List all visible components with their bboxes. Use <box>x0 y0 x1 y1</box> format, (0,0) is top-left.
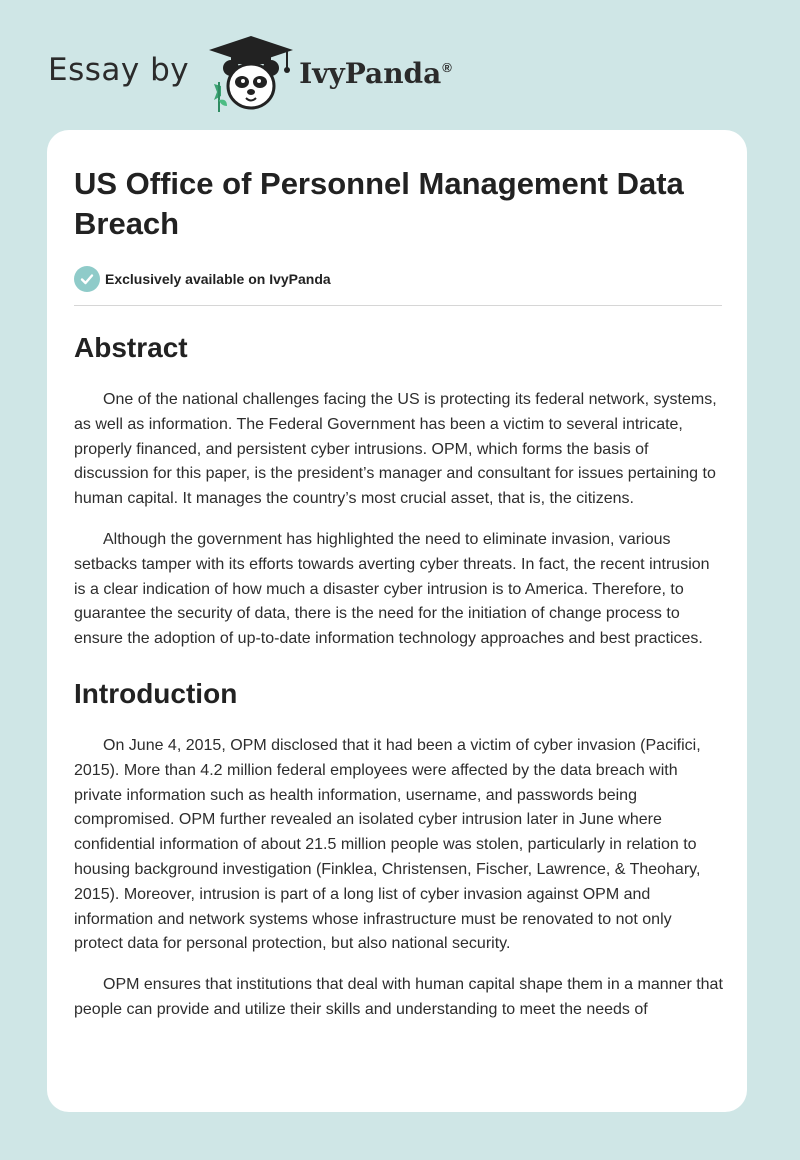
section-abstract <box>74 331 721 652</box>
check-circle-icon <box>74 266 100 292</box>
section-heading: Introduction <box>74 677 238 709</box>
registered-mark: ® <box>442 60 452 76</box>
brand-name: IvyPanda® <box>299 56 452 90</box>
essay-card <box>47 130 747 1112</box>
section-introduction <box>74 677 721 1023</box>
panda-graduate-icon <box>207 34 295 114</box>
page-title: US Office of Personnel Management Data Breach <box>74 166 684 241</box>
paragraph: On June 4, 2015, OPM disclosed that it had been a victim of cyber invasion (Pacifici, 2015). More than 4.2 million federal employees were affected by the data breach with private information such as health information, username, and passwords being compromised. OPM further revealed an isolated cyber intrusion later in June where confidential information of about 21.5 million people was stolen, particularly in relation to housing background investigation (Finklea, Christensen, Fischer, Lawrence, & Theohary, 2015). Moreover, intrusion is part of a long list of cyber invasion against OPM and information and network systems whose infrastructure must be renovated to not only protect data for personal protection, but also national security. <box>74 736 701 953</box>
brand-header[interactable] <box>48 34 452 114</box>
badge-text: Exclusively available on IvyPanda <box>105 271 331 287</box>
exclusive-badge <box>74 266 721 292</box>
brand-prefix: Essay by <box>48 52 190 88</box>
paragraph: Although the government has highlighted the need to eliminate invasion, various setbacks tamper with its efforts towards averting cyber threats. In fact, the recent intrusion is a clear indication of how much a disaster cyber intrusion is to America. Therefore, to guarantee the security of data, there is the need for the initiation of change process to ensure the adoption of up-to-date information technology approaches and best practices. <box>74 530 710 648</box>
section-heading: Abstract <box>74 332 188 363</box>
paragraph: OPM ensures that institutions that deal with human capital shape them in a manner that people can provide and utilize their skills and understanding to meet the needs of <box>74 976 723 1018</box>
divider <box>74 305 722 306</box>
paragraph: One of the national challenges facing the US is protecting its federal network, systems, as well as information. The Federal Government has been a victim to several intricate, properly financed, and persistent cyber intrusions. OPM, which forms the basis of discussion for this paper, is the president’s manager and consultant for issues pertaining to human capital. It manages the country’s most crucial asset, that is, the citizens. <box>74 391 717 508</box>
